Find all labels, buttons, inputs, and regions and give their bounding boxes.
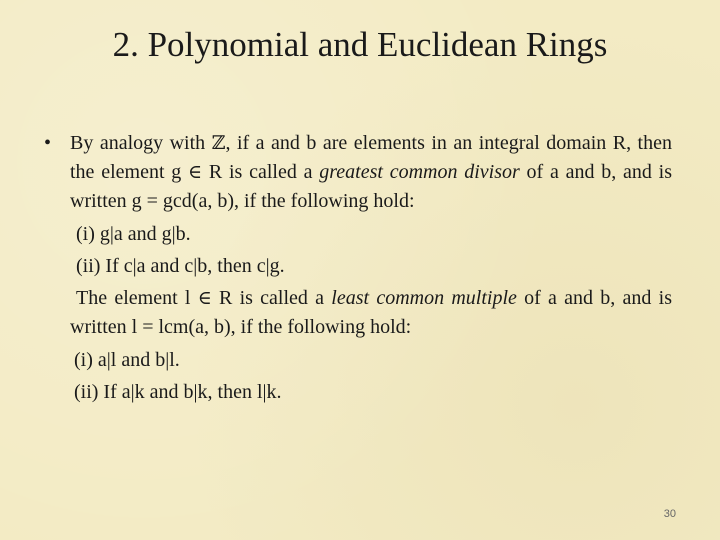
element-of-symbol: ∈ xyxy=(197,287,212,309)
para1-text-c: R is called a xyxy=(202,161,320,183)
slide-body xyxy=(44,129,672,407)
para1-text-a: By analogy with xyxy=(70,132,212,154)
bullet-icon: • xyxy=(44,132,52,154)
page-number: 30 xyxy=(663,508,676,520)
para1-text-b: , if a and b are elements in an integral domain R, then the element g xyxy=(70,132,672,183)
slide-title: 2. Polynomial and Euclidean Rings xyxy=(112,25,608,64)
lcm-condition-2: (ii) If a|k and b|k, then l|k. xyxy=(74,381,282,403)
integers-symbol: ℤ xyxy=(211,132,226,154)
element-of-symbol: ∈ xyxy=(188,161,203,183)
lcm-paragraph xyxy=(44,284,672,342)
bullet-paragraph xyxy=(44,129,672,216)
para2-text-c: of a and b, and is written l = lcm(a, b), if the following hold: xyxy=(70,287,672,338)
gcd-term: greatest common divisor xyxy=(319,161,520,183)
para2-text-a: The element l xyxy=(76,287,198,309)
lcm-term: least common multiple xyxy=(331,287,517,309)
para1-text-d: of a and b, and is written g = gcd(a, b), if the following hold: xyxy=(70,161,672,212)
lcm-condition-1: (i) a|l and b|l. xyxy=(74,349,180,371)
gcd-condition-1: (i) g|a and g|b. xyxy=(76,223,191,245)
para2-text-b: R is called a xyxy=(211,287,332,309)
gcd-condition-2: (ii) If c|a and c|b, then c|g. xyxy=(76,255,285,277)
